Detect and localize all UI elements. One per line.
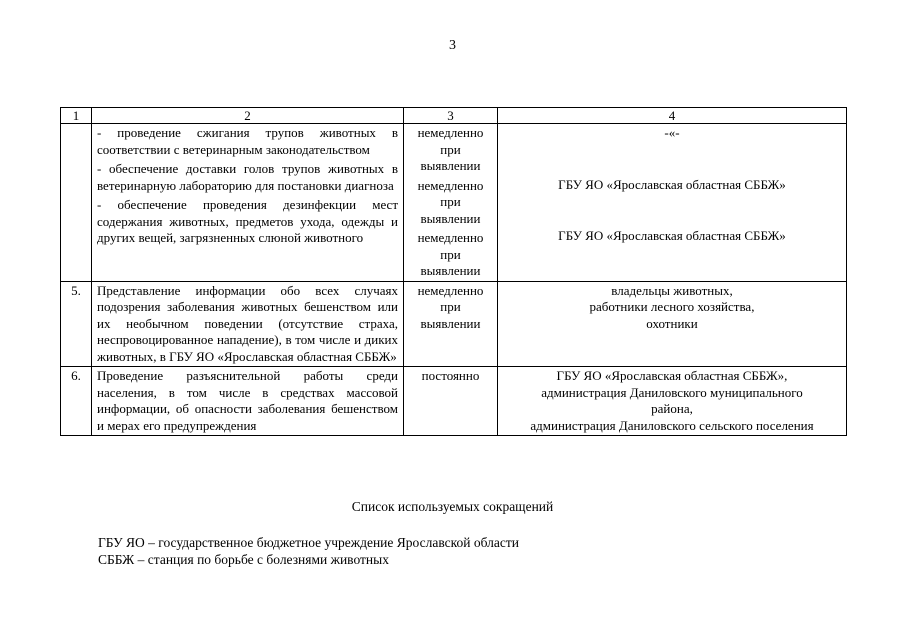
abbreviation-item: ГБУ ЯО – государственное бюджетное учреждение Ярославской области bbox=[98, 535, 519, 550]
responsible-item bbox=[498, 367, 846, 435]
term-line: немедленно bbox=[417, 125, 484, 140]
responsible-cell bbox=[498, 124, 847, 282]
term-line: выявлении bbox=[420, 158, 481, 173]
term-item bbox=[404, 124, 497, 176]
table-row-6 bbox=[61, 367, 847, 436]
action-item: - обеспечение проведения дезинфекции мест содержания животных, предметов ухода, одежды и других вещей, загрязненных слюной животного bbox=[97, 197, 398, 245]
row-number-empty bbox=[61, 124, 92, 282]
column-header-1: 1 bbox=[61, 108, 92, 124]
term-line: немедленно bbox=[417, 282, 484, 298]
row-number-text: 6. bbox=[71, 368, 81, 383]
responsible-line: работники лесного хозяйства, bbox=[589, 299, 755, 314]
term-line: немедленно bbox=[417, 177, 484, 193]
term-item bbox=[404, 282, 497, 334]
responsible-item: -«- bbox=[664, 125, 680, 140]
term-cell bbox=[404, 281, 498, 367]
responsible-line: владельцы животных, bbox=[611, 282, 733, 298]
responsible-line: администрация Даниловского муниципального bbox=[541, 384, 803, 400]
term-line: при bbox=[440, 194, 461, 209]
table-header-row bbox=[61, 108, 847, 124]
term-line: при bbox=[440, 299, 461, 314]
action-text: Представление информации обо всех случаях подозрения заболевания животных бешенством или их необычном поведении (отсутствие страха, неспровоцированное нападение), в том числе и диких животных, в ГБУ ЯО «Ярославская областная СББЖ» bbox=[97, 282, 398, 364]
term-item bbox=[404, 229, 497, 281]
term-line: выявлении bbox=[420, 315, 481, 331]
responsible-line: района, bbox=[651, 401, 693, 416]
column-header-2: 2 bbox=[92, 108, 404, 124]
row-number-text: 5. bbox=[71, 282, 81, 298]
responsible-item: ГБУ ЯО «Ярославская областная СББЖ» bbox=[558, 176, 786, 192]
column-header-3: 3 bbox=[404, 108, 498, 124]
actions-cell bbox=[92, 124, 404, 282]
term-line: при bbox=[440, 141, 461, 157]
term-line: постоянно bbox=[421, 368, 480, 383]
term-item bbox=[404, 177, 497, 229]
term-line: немедленно bbox=[417, 230, 484, 245]
action-item: - обеспечение доставки голов трупов животных в ветеринарную лабораторию для постановки диагноза bbox=[97, 161, 398, 193]
term-line: при bbox=[440, 246, 461, 262]
responsible-line: ГБУ ЯО «Ярославская областная СББЖ», bbox=[556, 368, 788, 383]
term-line: выявлении bbox=[420, 210, 481, 226]
abbreviations-caption: Список используемых сокращений bbox=[351, 499, 554, 514]
table-row-5 bbox=[61, 281, 847, 367]
action-cell bbox=[92, 367, 404, 436]
term-cell bbox=[404, 367, 498, 436]
row-number bbox=[61, 367, 92, 436]
responsible-cell bbox=[498, 281, 847, 367]
column-header-4: 4 bbox=[498, 108, 847, 124]
responsible-cell bbox=[498, 367, 847, 436]
action-text: Проведение разъяснительной работы среди населения, в том числе в средствах массовой информации, об опасности заболевания бешенством и мерах его предупреждения bbox=[97, 368, 398, 433]
term-item bbox=[404, 367, 497, 386]
responsible-item bbox=[498, 282, 846, 334]
term-line: выявлении bbox=[420, 263, 481, 278]
responsible-item: ГБУ ЯО «Ярославская областная СББЖ» bbox=[558, 228, 786, 243]
abbreviation-item: СББЖ – станция по борьбе с болезнями животных bbox=[98, 552, 389, 567]
row-number bbox=[61, 281, 92, 367]
measures-table bbox=[60, 107, 847, 436]
page-number: 3 bbox=[449, 38, 456, 53]
terms-cell bbox=[404, 124, 498, 282]
responsible-line: администрация Даниловского сельского поселения bbox=[530, 417, 814, 433]
table-row-continued bbox=[61, 124, 847, 282]
responsible-line: охотники bbox=[646, 315, 698, 331]
action-item: - проведение сжигания трупов животных в соответствии с ветеринарным законодательством bbox=[97, 125, 398, 157]
action-cell bbox=[92, 281, 404, 367]
